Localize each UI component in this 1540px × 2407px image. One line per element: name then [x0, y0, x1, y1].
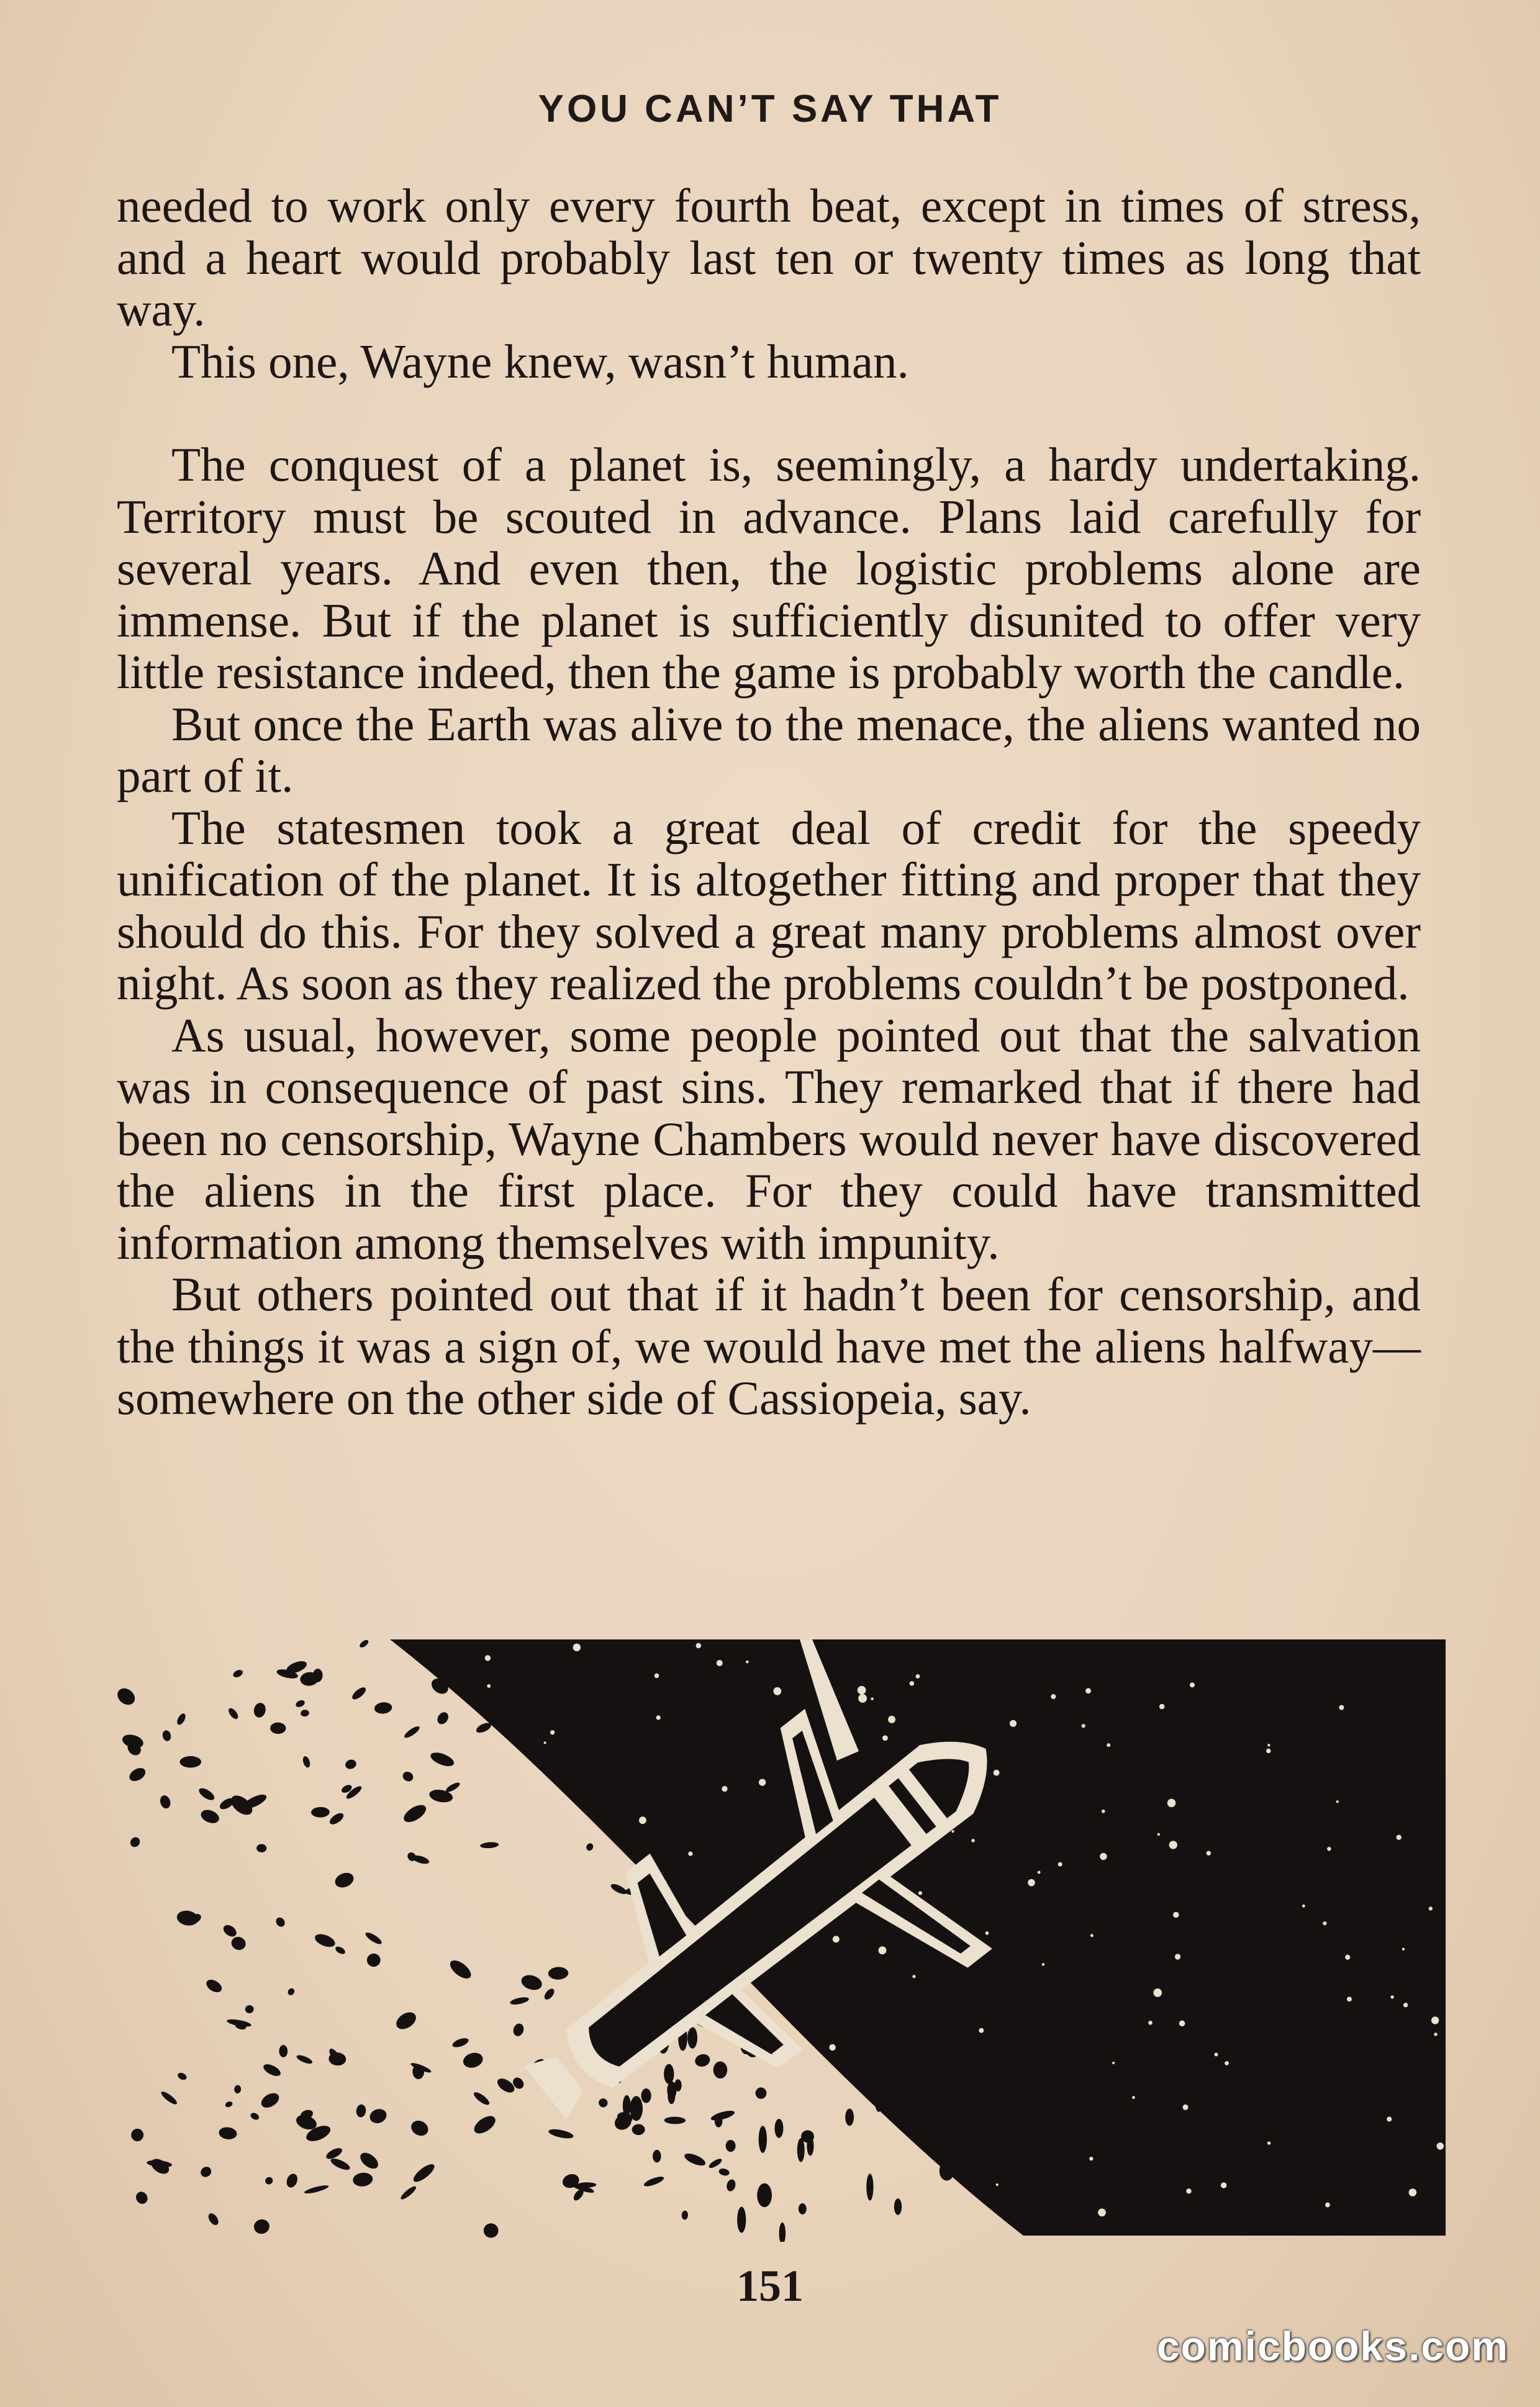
star: [746, 1661, 749, 1664]
rock-speck: [576, 2182, 596, 2188]
running-head: YOU CAN’T SAY THAT: [538, 88, 1002, 130]
rock-speck: [176, 2072, 188, 2082]
rock-speck: [197, 1786, 216, 1803]
rock-speck: [134, 2190, 150, 2206]
star: [1267, 2141, 1270, 2144]
star: [1409, 2188, 1417, 2196]
rock-speck: [428, 1750, 456, 1769]
rock-speck: [311, 1807, 330, 1818]
star: [910, 1681, 915, 1686]
exhaust-speck: [941, 2041, 953, 2062]
rock-speck: [471, 2113, 499, 2137]
star: [488, 1739, 494, 1745]
rock-speck: [350, 1685, 368, 1702]
star: [409, 2089, 414, 2095]
rock-speck: [364, 1931, 383, 1946]
rock-speck: [435, 1710, 451, 1726]
rock-speck: [313, 1931, 337, 1949]
rock-speck: [180, 1756, 202, 1768]
rock-speck: [176, 1909, 199, 1927]
rock-speck: [548, 1967, 568, 1980]
rock-speck: [304, 2184, 329, 2195]
rock-speck: [393, 2009, 419, 2033]
rock-speck: [718, 2167, 730, 2177]
rock-speck: [329, 2156, 351, 2172]
rock-speck: [548, 2128, 574, 2140]
rock-speck: [472, 2090, 491, 2107]
star: [829, 2044, 835, 2051]
rock-speck: [127, 1766, 148, 1784]
rock-speck: [232, 1669, 244, 1679]
exhaust-speck: [632, 2124, 645, 2135]
rock-speck: [245, 2005, 254, 2013]
star: [639, 1816, 646, 1824]
rock-speck: [356, 2104, 366, 2118]
rock-speck: [130, 2128, 144, 2142]
rock-speck: [399, 2185, 418, 2201]
rock-speck: [199, 1807, 221, 1825]
rock-speck: [285, 2172, 299, 2189]
rock-speck: [519, 1973, 543, 1993]
star: [681, 2094, 689, 2102]
body-text: [117, 180, 1421, 1425]
star: [492, 1823, 497, 1828]
rock-speck: [451, 2036, 470, 2049]
star: [1437, 2142, 1444, 2150]
star: [759, 1779, 766, 1786]
star: [878, 1946, 886, 1954]
star: [1215, 2052, 1218, 2056]
exhaust-speck: [871, 2028, 882, 2049]
rock-speck: [158, 1794, 172, 1810]
star: [643, 2080, 648, 2084]
star: [491, 1768, 494, 1771]
rock-speck: [274, 1916, 287, 1929]
star: [450, 2195, 459, 2204]
star: [1327, 1847, 1331, 1851]
exhaust-speck: [953, 2087, 965, 2104]
star: [1175, 1954, 1180, 1959]
star: [979, 2028, 984, 2033]
star: [1179, 2021, 1185, 2027]
star: [417, 2107, 422, 2112]
star: [524, 1903, 533, 1912]
star: [1173, 1912, 1179, 1918]
rock-speck: [409, 2118, 431, 2139]
rock-speck: [261, 2062, 282, 2078]
star: [485, 1655, 491, 1661]
star: [877, 2212, 885, 2220]
star: [1325, 2203, 1330, 2208]
star: [871, 1697, 873, 1700]
star: [550, 1730, 555, 1734]
star: [1100, 1853, 1107, 1860]
star: [996, 2183, 999, 2186]
exhaust-speck: [653, 2150, 661, 2162]
rock-speck: [295, 1699, 306, 1708]
star: [648, 2082, 651, 2085]
rock-speck: [129, 1835, 142, 1849]
rock-speck: [296, 2054, 314, 2065]
rock-speck: [199, 2165, 214, 2179]
exhaust-speck: [726, 2140, 736, 2152]
rock-speck: [300, 1709, 309, 1717]
star: [1058, 1862, 1062, 1867]
rock-speck: [121, 1733, 145, 1751]
star: [1429, 1906, 1433, 1910]
exhaust-speck: [664, 2064, 674, 2084]
exhaust-speck: [630, 2096, 643, 2121]
star: [519, 1838, 522, 1841]
rock-speck: [250, 2111, 260, 2121]
exhaust-speck: [687, 2027, 697, 2049]
star: [858, 1694, 867, 1703]
star: [1207, 1851, 1212, 1856]
rock-speck: [253, 1702, 267, 1718]
rocket-illustration: [117, 1627, 1452, 2242]
exhaust-speck: [946, 2115, 956, 2139]
star: [1038, 1871, 1041, 1874]
watermark: comicbooks.com: [1156, 2323, 1509, 2369]
star: [1132, 2096, 1135, 2099]
star: [1167, 1799, 1176, 1808]
star: [696, 1643, 702, 1649]
star: [717, 1660, 723, 1666]
star: [858, 1686, 866, 1695]
star: [1090, 1934, 1094, 1937]
star: [918, 1891, 922, 1895]
rock-speck: [302, 1756, 312, 1769]
star: [544, 1741, 546, 1744]
star: [573, 1644, 581, 1651]
rock-speck: [227, 1707, 240, 1721]
star: [1431, 2016, 1439, 2024]
exhaust-speck: [845, 2108, 854, 2126]
rock-speck: [708, 2157, 723, 2170]
exhaust-speck: [737, 2207, 746, 2233]
star: [1397, 1834, 1402, 1839]
star: [454, 1861, 460, 1866]
exhaust-speck: [866, 2174, 873, 2200]
star: [1190, 1682, 1195, 1687]
star: [1323, 1921, 1326, 1925]
rock-speck: [176, 1712, 188, 1726]
star: [400, 1931, 405, 1936]
star: [1148, 2021, 1153, 2025]
star: [1221, 2182, 1226, 2188]
rock-speck: [374, 1702, 392, 1715]
exhaust-speck: [940, 2161, 954, 2180]
star: [459, 1794, 464, 1800]
star: [1267, 1744, 1270, 1746]
rock-speck: [221, 1923, 238, 1939]
star: [920, 2177, 926, 2184]
exhaust-speck: [799, 2203, 807, 2214]
rock-speck: [694, 2052, 712, 2068]
exhaust-speck: [759, 2126, 767, 2153]
rock-speck: [358, 1639, 369, 1649]
star: [405, 2010, 408, 2013]
star: [835, 2170, 841, 2177]
exhaust-speck: [904, 2019, 909, 2046]
star: [481, 2161, 487, 2167]
exhaust-speck: [668, 2088, 675, 2105]
star: [430, 1961, 435, 1965]
star: [1339, 1705, 1344, 1710]
rock-speck: [512, 2022, 525, 2037]
star: [487, 1684, 491, 1688]
exhaust-speck: [674, 2079, 682, 2091]
rock-speck: [270, 1722, 286, 1734]
rock-speck: [401, 1770, 415, 1784]
star: [654, 1674, 659, 1679]
rock-speck: [461, 2051, 484, 2070]
star: [985, 1931, 989, 1935]
star: [688, 1851, 692, 1856]
rock-speck: [495, 2076, 517, 2096]
star: [494, 1852, 497, 1856]
star: [876, 2157, 882, 2164]
star: [425, 1834, 430, 1839]
star: [1153, 1988, 1162, 1997]
star: [1403, 2003, 1408, 2007]
exhaust-speck: [756, 2087, 767, 2098]
star: [912, 1975, 915, 1978]
rock-speck: [725, 2178, 736, 2192]
star: [1028, 1879, 1035, 1887]
star: [546, 1864, 554, 1872]
star: [722, 1786, 727, 1792]
star: [1387, 2116, 1392, 2121]
exhaust-speck: [779, 2223, 786, 2242]
paragraph: needed to work only every fourth beat, except in times of stress, and a heart would probably last ten or twenty times as long that way.: [117, 179, 1421, 336]
exhaust-speck: [757, 2183, 772, 2208]
star: [1302, 1905, 1305, 1908]
star: [1402, 1948, 1405, 1951]
exhaust-speck: [715, 2115, 723, 2127]
star: [881, 2155, 884, 2158]
rock-speck: [234, 2085, 242, 2094]
star: [1082, 1724, 1085, 1728]
paragraph: The statesmen took a great deal of credit for the speedy unification of the planet. It is altogether fitting and proper that they should do this. For they solved a great many problems almost over night. As soon as they realized the problems couldn’t be postponed.: [117, 800, 1421, 1010]
star: [1112, 2062, 1115, 2064]
star: [656, 1715, 661, 1720]
star: [1390, 1995, 1393, 1998]
rock-speck: [585, 1842, 594, 1852]
rock-speck: [259, 2090, 282, 2111]
rock-speck: [683, 2151, 707, 2168]
paragraph: The conquest of a planet is, seemingly, a hardy undertaking. Territory must be scouted in advance. Plans laid carefully for several years. And even then, the logistic problems alone are immense. But if the planet is sufficiently disunited to offer very little resistance indeed, then the game is probably worth the candle.: [117, 438, 1421, 699]
rock-speck: [358, 2150, 381, 2172]
rock-speck: [264, 2176, 274, 2186]
paragraph: But once the Earth was alive to the menace, the aliens wanted no part of it.: [117, 697, 1421, 802]
star: [833, 1936, 840, 1942]
star: [1042, 1963, 1045, 1966]
star: [971, 1839, 975, 1843]
rock-speck: [664, 2116, 686, 2124]
star: [1010, 1720, 1017, 1727]
rock-speck: [328, 1811, 345, 1826]
rock-speck: [160, 2090, 179, 2106]
star: [882, 1735, 888, 1741]
star: [1336, 1800, 1339, 1803]
rock-speck: [147, 2159, 173, 2168]
star: [1169, 1841, 1177, 1849]
rock-speck: [710, 2109, 735, 2123]
star: [1183, 2105, 1189, 2110]
star: [1347, 1997, 1352, 2001]
rock-speck: [344, 1759, 357, 1770]
rock-speck: [597, 2097, 609, 2109]
star: [994, 1770, 1000, 1776]
star: [1266, 1749, 1270, 1753]
exhaust-speck: [894, 2198, 902, 2215]
star: [1085, 1688, 1091, 1693]
page-number: 151: [736, 2261, 804, 2311]
star: [528, 1872, 535, 1880]
star: [525, 2173, 532, 2180]
rock-speck: [401, 1802, 429, 1826]
exhaust-speck: [875, 2096, 882, 2111]
rock-speck: [230, 1935, 248, 1952]
rock-speck: [204, 1977, 224, 1995]
star: [761, 2218, 768, 2226]
exhaust-speck: [713, 2061, 728, 2078]
star: [514, 1925, 519, 1930]
star: [1345, 1955, 1350, 1960]
star: [1159, 1704, 1165, 1710]
exhaust-speck: [926, 2025, 936, 2052]
rock-speck: [403, 1725, 421, 1740]
rock-speck: [256, 1844, 267, 1852]
rock-speck: [333, 1870, 356, 1890]
star: [1157, 1833, 1160, 1836]
star: [1102, 1810, 1105, 1813]
exhaust-speck: [623, 2095, 631, 2116]
rock-speck: [367, 1954, 381, 1967]
rock-speck: [447, 1957, 474, 1982]
star: [888, 1716, 895, 1723]
star: [951, 1830, 954, 1833]
rock-speck: [480, 1841, 499, 1849]
paragraph: This one, Wayne knew, wasn’t human.: [171, 334, 909, 388]
star: [484, 2190, 487, 2194]
rock-speck: [609, 1882, 628, 1897]
rock-speck: [334, 1945, 346, 1956]
exhaust-speck: [807, 2136, 813, 2155]
paragraph: But others pointed out that if it hadn’t been for censorship, and the things it was a sign of, we would have met the aliens halfway—somewhere on the other side of Cassiopeia, say.: [117, 1267, 1421, 1425]
star: [1089, 2157, 1093, 2160]
star: [597, 1890, 603, 1897]
star: [773, 1687, 781, 1695]
rock-speck: [117, 1685, 138, 1708]
rock-speck: [368, 2106, 388, 2125]
exhaust-speck: [641, 2088, 651, 2103]
rock-speck: [352, 2172, 373, 2188]
rock-speck: [509, 1996, 529, 2006]
rock-speck: [161, 1729, 172, 1742]
rock-speck: [206, 2211, 220, 2227]
star: [1434, 2033, 1438, 2036]
rock-speck: [643, 2175, 665, 2188]
rock-speck: [483, 2223, 499, 2239]
star: [862, 2163, 869, 2170]
rock-speck: [286, 1987, 296, 1997]
star: [1107, 1743, 1110, 1747]
rock-speck: [253, 2218, 271, 2235]
rock-speck: [411, 2161, 437, 2185]
star: [1186, 2188, 1191, 2193]
star: [1098, 2208, 1106, 2216]
paragraph: As usual, however, some people pointed out that the salvation was in consequence of past sins. They remarked that if there had been no censorship, Wayne Chambers would never have discovered the aliens in the first place. For they could have transmitted information among themselves with impunity.: [117, 1008, 1421, 1269]
star: [1051, 1694, 1056, 1699]
star: [916, 1674, 920, 1679]
rock-speck: [218, 2126, 237, 2141]
rock-speck: [279, 2045, 288, 2057]
rock-speck: [224, 2100, 233, 2108]
rock-speck: [681, 2210, 688, 2219]
exhaust-speck: [797, 2138, 805, 2162]
star: [1225, 2061, 1229, 2065]
exhaust-speck: [774, 2119, 783, 2138]
rock-speck: [543, 1987, 556, 2001]
